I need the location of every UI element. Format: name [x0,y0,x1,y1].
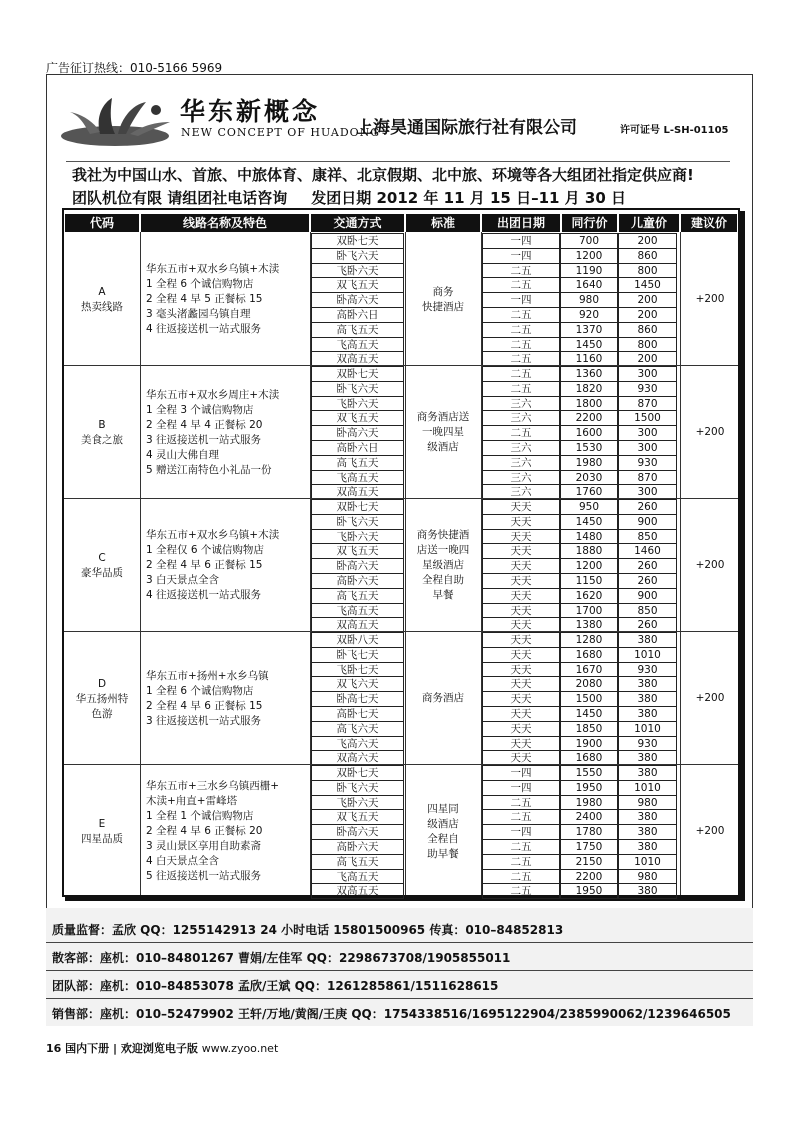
transport-mode: 双飞六天 [311,676,404,692]
peer-price: 1500 [560,691,618,707]
transport-mode: 飞卧七天 [311,662,404,678]
license-number: 许可证号 L-SH-01105 [620,125,729,136]
route-code [64,677,140,722]
peer-price: 1370 [560,322,618,338]
route-category: 美食之旅 [81,433,123,446]
footer-divider [46,942,753,943]
departure-day: 三六 [482,470,560,486]
column-header: 交通方式 [311,214,404,232]
departure-day: 二五 [482,307,560,323]
route-feature: 2 全程 4 早 6 正餐标 15 [146,699,263,712]
transport-mode: 卧高六天 [311,292,404,308]
transport-mode: 高卧七天 [311,706,404,722]
seat-notice: 团队机位有限 请组团社电话咨询 [72,189,288,207]
transport-mode: 飞卧六天 [311,263,404,279]
hotel-standard-line: 一晚四星 [422,426,464,439]
departure-day: 二五 [482,795,560,811]
transport-mode: 飞高六天 [311,736,404,752]
peer-price: 2080 [560,676,618,692]
child-price: 850 [618,529,677,545]
child-price: 870 [618,470,677,486]
supplier-statement: 我社为中国山水、首旅、中旅体育、康祥、北京假期、北中旅、环境等各大组团社指定供应商! [72,166,694,184]
peer-price: 1190 [560,263,618,279]
footer-divider [46,998,753,999]
transport-mode: 双飞五天 [311,809,404,825]
peer-price: 1450 [560,706,618,722]
route-code [64,817,140,847]
logo-chinese-text: 华东新概念 [180,97,321,126]
hotel-standard-line: 助早餐 [427,847,459,860]
route-feature: 1 全程 6 个诚信购物店 [146,278,254,291]
child-price: 1460 [618,543,677,559]
peer-price: 1680 [560,750,618,766]
departure-day: 二五 [482,809,560,825]
transport-mode: 卧高六天 [311,425,404,441]
transport-mode: 卧高六天 [311,824,404,840]
hotel-standard-line: 快捷酒店 [422,300,464,313]
ad-hotline: 广告征订热线：010-5166 5969 [46,61,223,75]
child-price: 930 [618,381,677,397]
departure-day: 天天 [482,691,560,707]
transport-mode: 双飞五天 [311,410,404,426]
peer-price: 1620 [560,588,618,604]
peer-price: 2200 [560,869,618,885]
peer-price: 1700 [560,603,618,619]
hotel-standard-line: 店送一晚四 [416,544,470,557]
column-divider [405,232,406,895]
company-name: 上海昊通国际旅行社有限公司 [356,118,577,138]
transport-mode: 高飞五天 [311,854,404,870]
route-feature: 3 灵山景区享用自助素斋 [146,840,262,853]
peer-price: 1200 [560,248,618,264]
departure-day: 天天 [482,736,560,752]
peer-price: 1980 [560,795,618,811]
hotel-standard [405,285,481,315]
transport-mode: 双卧七天 [311,233,404,249]
transport-mode: 双飞五天 [311,543,404,559]
departure-day: 天天 [482,588,560,604]
peer-price: 1750 [560,839,618,855]
peer-price: 1800 [560,396,618,412]
peer-price: 1600 [560,425,618,441]
transport-mode: 卧飞七天 [311,647,404,663]
logo-english-text: NEW CONCEPT OF HUADONG [181,126,381,139]
peer-price: 1820 [560,381,618,397]
page-number: 16 国内下册 [46,1042,110,1055]
transport-mode: 飞卧六天 [311,396,404,412]
peer-price: 2200 [560,410,618,426]
child-price: 380 [618,765,677,781]
route-feature: 1 全程 1 个诚信购物店 [146,810,254,823]
route-feature: 4 往返接送机一站式服务 [146,589,262,602]
route-category: 四星品质 [81,832,123,845]
route-feature: 4 灵山大佛自理 [146,448,220,461]
departure-day: 三六 [482,410,560,426]
column-header: 代码 [65,214,139,232]
peer-price: 920 [560,307,618,323]
hotel-standard-line: 商务酒店 [422,692,464,705]
transport-mode: 高卧六日 [311,440,404,456]
transport-mode: 高飞六天 [311,721,404,737]
child-price: 380 [618,676,677,692]
peer-price: 1680 [560,647,618,663]
departure-day: 天天 [482,573,560,589]
route-description [146,669,308,729]
group-dept-contact: 团队部：座机：010–84853078 孟欣/王斌 QQ：1261285861/1511628615 [52,979,499,993]
transport-mode: 飞高五天 [311,470,404,486]
departure-day: 天天 [482,706,560,722]
hotel-standard-line: 全程自助 [422,574,464,587]
child-price: 1010 [618,854,677,870]
peer-price: 2150 [560,854,618,870]
route-category: 豪华品质 [81,566,123,579]
child-price: 300 [618,366,677,382]
route-code-letter: A [98,285,106,298]
column-header: 标准 [406,214,480,232]
child-price: 380 [618,706,677,722]
route-category: 热卖线路 [81,300,123,313]
child-price: 900 [618,514,677,530]
transport-mode: 高飞五天 [311,588,404,604]
departure-day: 一四 [482,233,560,249]
peer-price: 1150 [560,573,618,589]
child-price: 380 [618,632,677,648]
departure-day: 二五 [482,322,560,338]
child-price: 380 [618,883,677,899]
hotel-standard-line: 级酒店 [427,817,459,830]
peer-price: 1950 [560,780,618,796]
child-price: 930 [618,736,677,752]
transport-mode: 双高五天 [311,617,404,633]
route-description [146,262,308,337]
child-price: 200 [618,233,677,249]
route-code-letter: B [98,418,106,431]
column-header: 同行价 [562,214,617,232]
route-feature: 5 往返接送机一站式服务 [146,870,262,883]
route-feature: 4 白天景点全含 [146,855,220,868]
transport-mode: 卧飞六天 [311,248,404,264]
route-feature: 1 全程 3 个诚信购物店 [146,403,254,416]
route-description [146,388,308,478]
route-description [146,779,308,884]
peer-price: 1550 [560,765,618,781]
transport-mode: 卧高六天 [311,558,404,574]
route-code-letter: D [97,677,107,690]
peer-price: 1530 [560,440,618,456]
peer-price: 1200 [560,558,618,574]
route-feature: 华东五市+扬州+水乡乌镇 [146,669,269,682]
child-price: 380 [618,839,677,855]
page-footer: 16 国内下册 | 欢迎浏览电子版 www.zyoo.net [46,1042,279,1055]
peer-price: 1360 [560,366,618,382]
child-price: 300 [618,484,677,500]
route-feature: 4 往返接送机一站式服务 [146,323,262,336]
peer-price: 1780 [560,824,618,840]
suggested-price: +200 [695,292,725,305]
route-feature: 华东五市+双水乡乌镇+木渎 [146,529,280,542]
child-price: 980 [618,869,677,885]
child-price: 860 [618,248,677,264]
child-price: 380 [618,824,677,840]
table-shadow-right [740,211,745,899]
hotel-standard [405,691,481,706]
peer-price: 1480 [560,529,618,545]
transport-mode: 飞高五天 [311,869,404,885]
child-price: 850 [618,603,677,619]
departure-day: 二五 [482,425,560,441]
peer-price: 1980 [560,455,618,471]
route-feature: 木渎+甪直+雷峰塔 [146,795,238,808]
departure-day: 二五 [482,381,560,397]
departure-day: 天天 [482,514,560,530]
retail-dept-contact: 散客部：座机：010–84801267 曹娟/左佳军 QQ：2298673708/1905855011 [52,951,511,965]
child-price: 930 [618,455,677,471]
route-code-letter: E [98,817,106,830]
schedule-line [72,187,626,208]
route-feature: 3 往返接送机一站式服务 [146,714,262,727]
route-code-letter: C [98,551,106,564]
peer-price: 1450 [560,337,618,353]
route-feature: 2 全程 4 早 6 正餐标 20 [146,825,263,838]
peer-price: 2030 [560,470,618,486]
departure-dates: 发团日期 2012 年 11 月 15 日–11 月 30 日 [311,189,626,207]
peer-price: 1280 [560,632,618,648]
route-code [64,285,140,315]
peer-price: 1880 [560,543,618,559]
child-price: 1010 [618,721,677,737]
departure-day: 二五 [482,869,560,885]
hotel-standard-line: 全程自 [427,832,459,845]
departure-day: 三六 [482,455,560,471]
peer-price: 1900 [560,736,618,752]
departure-day: 天天 [482,558,560,574]
transport-mode: 高卧六天 [311,573,404,589]
hotel-standard-line: 四星同 [427,802,459,815]
route-feature: 华东五市+三水乡乌镇西栅+ [146,780,280,793]
departure-day: 天天 [482,662,560,678]
child-price: 200 [618,307,677,323]
departure-day: 天天 [482,750,560,766]
peer-price: 1950 [560,883,618,899]
hotel-standard-line: 商务酒店送 [416,411,470,424]
departure-day: 一四 [482,292,560,308]
route-feature: 2 全程 4 早 6 正餐标 15 [146,559,263,572]
departure-day: 二五 [482,883,560,899]
peer-price: 1450 [560,514,618,530]
transport-mode: 双卧七天 [311,499,404,515]
transport-mode: 双高五天 [311,883,404,899]
departure-day: 三六 [482,484,560,500]
departure-day: 一四 [482,780,560,796]
transport-mode: 双高五天 [311,484,404,500]
child-price: 1450 [618,277,677,293]
departure-day: 一四 [482,824,560,840]
transport-mode: 飞高五天 [311,603,404,619]
column-header: 线路名称及特色 [141,214,309,232]
peer-price: 1640 [560,277,618,293]
departure-day: 天天 [482,543,560,559]
quality-contact: 质量监督：孟欣 QQ：1255142913 24 小时电话 15801500965 传真：010–84852813 [52,923,564,937]
route-feature: 华东五市+双水乡周庄+木渎 [146,388,280,401]
departure-day: 天天 [482,721,560,737]
departure-day: 二五 [482,337,560,353]
transport-mode: 双飞五天 [311,277,404,293]
peer-price: 1670 [560,662,618,678]
hotel-standard-line: 商务 [432,285,454,298]
suggested-price: +200 [695,824,725,837]
departure-day: 三六 [482,440,560,456]
departure-day: 一四 [482,248,560,264]
transport-mode: 卧飞六天 [311,514,404,530]
transport-mode: 双高六天 [311,750,404,766]
child-price: 380 [618,809,677,825]
route-code [64,418,140,448]
departure-day: 二五 [482,277,560,293]
peer-price: 1160 [560,351,618,367]
child-price: 1500 [618,410,677,426]
departure-day: 天天 [482,632,560,648]
hotel-standard [405,528,481,603]
child-price: 200 [618,292,677,308]
route-category: 华五扬州特色游 [75,692,129,720]
departure-day: 天天 [482,647,560,663]
departure-day: 三六 [482,396,560,412]
child-price: 380 [618,691,677,707]
hotel-standard-line: 早餐 [432,589,454,602]
route-feature: 3 白天景点全含 [146,574,220,587]
route-feature: 1 全程仅 6 个诚信购物店 [146,544,264,557]
route-description [146,528,308,603]
child-price: 300 [618,425,677,441]
child-price: 900 [618,588,677,604]
peer-price: 1850 [560,721,618,737]
route-feature: 1 全程 6 个诚信购物店 [146,684,254,697]
column-divider [140,232,141,895]
route-feature: 3 毫头渚蠡园乌镇自理 [146,308,251,321]
hotel-standard [405,410,481,455]
footer-divider [46,970,753,971]
hotel-standard [405,802,481,862]
child-price: 800 [618,337,677,353]
transport-mode: 高飞五天 [311,455,404,471]
child-price: 800 [618,263,677,279]
footer-text: 欢迎浏览电子版 [120,1042,198,1055]
transport-mode: 高飞五天 [311,322,404,338]
website-link[interactable]: www.zyoo.net [201,1042,279,1055]
column-header: 建议价 [681,214,737,232]
child-price: 200 [618,351,677,367]
suggested-price: +200 [695,558,725,571]
child-price: 300 [618,440,677,456]
column-divider [481,232,482,895]
departure-day: 天天 [482,617,560,633]
transport-mode: 双卧八天 [311,632,404,648]
transport-mode: 双卧七天 [311,765,404,781]
departure-day: 天天 [482,529,560,545]
child-price: 870 [618,396,677,412]
child-price: 860 [618,322,677,338]
child-price: 1010 [618,780,677,796]
transport-mode: 飞卧六天 [311,529,404,545]
departure-day: 二五 [482,366,560,382]
transport-mode: 双卧七天 [311,366,404,382]
peer-price: 700 [560,233,618,249]
child-price: 980 [618,795,677,811]
transport-mode: 卧高七天 [311,691,404,707]
departure-day: 天天 [482,499,560,515]
transport-mode: 双高五天 [311,351,404,367]
departure-day: 二五 [482,351,560,367]
departure-day: 二五 [482,263,560,279]
transport-mode: 飞高五天 [311,337,404,353]
peer-price: 950 [560,499,618,515]
transport-mode: 高卧六天 [311,839,404,855]
route-feature: 华东五市+双水乡乌镇+木渎 [146,263,280,276]
route-feature: 3 往返接送机一站式服务 [146,433,262,446]
child-price: 380 [618,750,677,766]
route-feature: 2 全程 4 早 4 正餐标 20 [146,418,263,431]
child-price: 1010 [618,647,677,663]
route-feature: 5 赠送江南特色小礼品一份 [146,463,272,476]
transport-mode: 高卧六日 [311,307,404,323]
departure-day: 天天 [482,676,560,692]
child-price: 260 [618,617,677,633]
route-code [64,551,140,581]
hotel-standard-line: 星级酒店 [422,559,464,572]
departure-day: 二五 [482,839,560,855]
column-divider [680,232,681,895]
header-divider [66,161,730,162]
sales-dept-contact: 销售部：座机：010–52479902 王轩/万地/黄阁/王庚 QQ：1754338516/1695122904/2385990062/1239646505 [52,1007,731,1021]
child-price: 260 [618,499,677,515]
peer-price: 1760 [560,484,618,500]
child-price: 260 [618,573,677,589]
peer-price: 980 [560,292,618,308]
departure-day: 一四 [482,765,560,781]
child-price: 260 [618,558,677,574]
suggested-price: +200 [695,425,725,438]
peer-price: 1380 [560,617,618,633]
departure-day: 二五 [482,854,560,870]
hotel-standard-line: 商务快捷酒 [416,529,470,542]
route-feature: 2 全程 4 早 5 正餐标 15 [146,293,263,306]
transport-mode: 飞卧六天 [311,795,404,811]
departure-day: 天天 [482,603,560,619]
hotel-standard-line: 级酒店 [427,441,459,454]
transport-mode: 卧飞六天 [311,381,404,397]
child-price: 930 [618,662,677,678]
column-header: 出团日期 [482,214,560,232]
column-divider [310,232,311,895]
column-header: 儿童价 [619,214,679,232]
transport-mode: 卧飞六天 [311,780,404,796]
peer-price: 2400 [560,809,618,825]
suggested-price: +200 [695,691,725,704]
